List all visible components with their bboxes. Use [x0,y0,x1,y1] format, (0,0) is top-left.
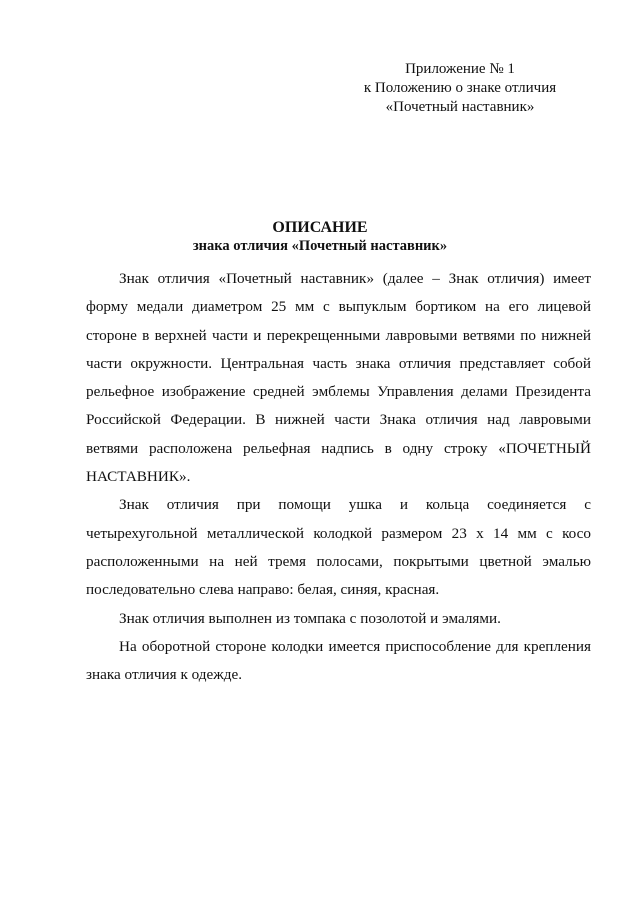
appendix-line-number: Приложение № 1 [405,61,515,77]
paragraph-material: Знак отличия выполнен из томпака с позолотой и эмалями. [119,609,501,627]
appendix-header [330,60,590,117]
document-subtitle: знака отличия «Почетный наставник» [192,238,448,254]
document-title: ОПИСАНИЕ [272,219,368,236]
appendix-line-award-name: «Почетный наставник» [385,99,535,115]
appendix-line-reference: к Положению о знаке отличия [363,80,557,96]
paragraph-description: Знак отличия «Почетный наставник» (далее – Знак отличия) имеет форму медали диаметром 25 мм с выпуклым бортиком на его лицевой стороне в верхней части и перекрещенными лавровыми ветвями по нижней части окружности. Центральная часть знака отличия представляет собой рельефное изображение средней эмблемы Управления делами Президента Российской Федерации. В нижней части Знака отличия над лавровыми ветвями расположена рельефная надпись в одну строку «ПОЧЕТНЫЙ НАСТАВНИК». [86,270,591,486]
paragraph-ribbon-bar: Знак отличия при помощи ушка и кольца соединяется с четырехугольной металлической колодкой размером 23 х 14 мм с косо расположенными на ней тремя полосами, покрытыми цветной эмалью последовательно слева направо: белая, синяя, красная. [86,496,591,599]
document-body [86,265,591,689]
paragraph-fastening: На оборотной стороне колодки имеется приспособление для крепления знака отличия к одежде. [86,637,591,684]
